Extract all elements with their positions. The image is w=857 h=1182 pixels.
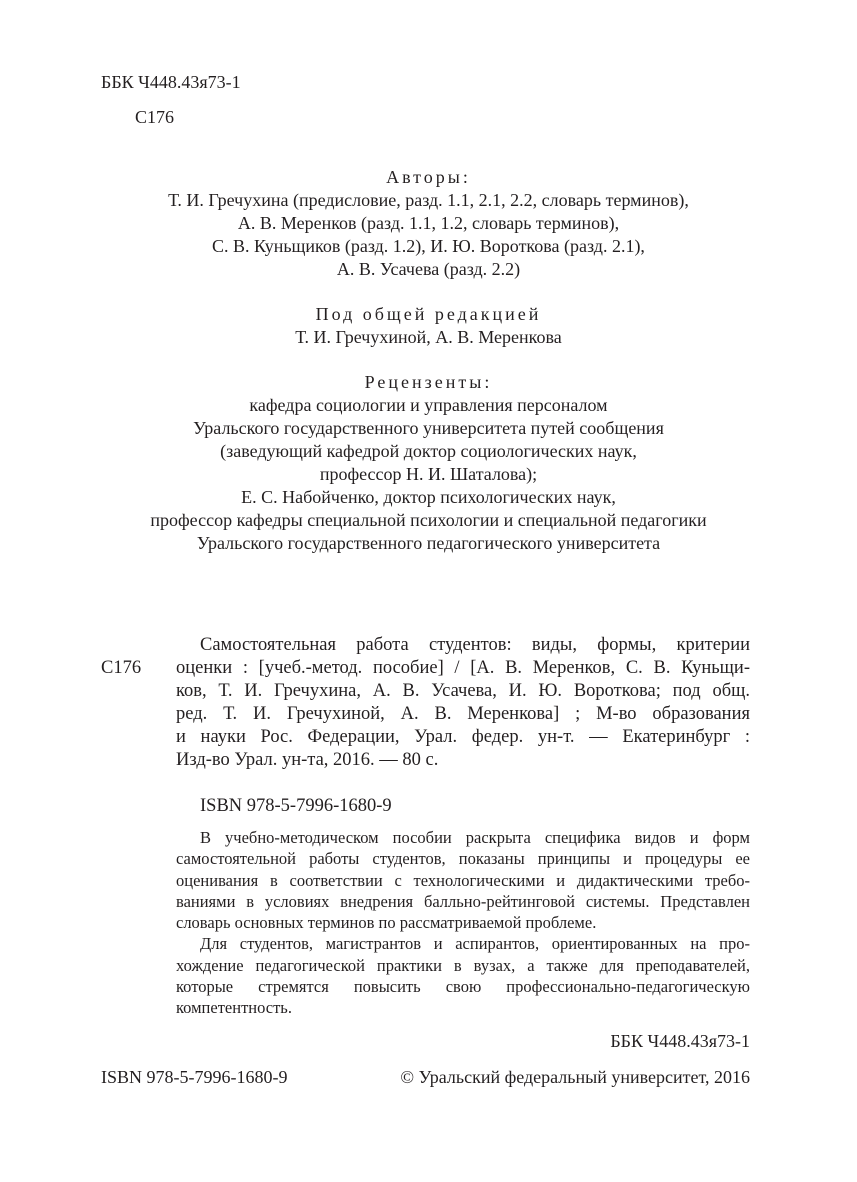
- abstract-line: словарь основных терминов по рассматриваемой проблеме.: [176, 913, 597, 933]
- catalog-line: ков, Т. И. Гречухина, А. В. Усачева, И. Ю. Вороткова; под общ.: [176, 681, 750, 701]
- abstract-line: оценивания в соответствии с технологическими и дидактическими требо-: [176, 870, 750, 890]
- editors-block: [0, 303, 857, 349]
- reviewer-line: (заведующий кафедрой доктор социологических наук,: [220, 441, 637, 461]
- abstract-line: которые стремятся повысить свою профессионально-педагогическую: [176, 977, 750, 997]
- bbk-index: ББК Ч448.43я73-1: [101, 72, 241, 92]
- reviewer-line: Уральского государственного педагогического университета: [196, 533, 661, 553]
- reviewer-line: профессор кафедры специальной психологии и специальной педагогики: [150, 510, 707, 530]
- editors-line: Т. И. Гречухиной, А. В. Меренкова: [295, 327, 562, 347]
- reviewer-line: Уральского государственного университета путей сообщения: [193, 418, 664, 438]
- abstract-line: Для студентов, магистрантов и аспирантов, ориентированных на про-: [200, 934, 750, 954]
- reviewer-line: кафедра социологии и управления персоналом: [249, 395, 608, 415]
- author-mark: С176: [135, 107, 175, 127]
- catalog-isbn: ISBN 978-5-7996-1680-9: [200, 796, 392, 816]
- catalog-code: С176: [101, 658, 142, 678]
- abstract-line: компетентность.: [176, 998, 292, 1018]
- catalog-line: оценки : [учеб.-метод. пособие] / [А. В. Меренков, С. В. Куньщи-: [176, 658, 750, 678]
- catalog-line: Изд-во Урал. ун-та, 2016. — 80 с.: [176, 750, 439, 770]
- footer-isbn: ISBN 978-5-7996-1680-9: [101, 1067, 288, 1087]
- authors-block: [0, 166, 857, 281]
- reviewers-heading: Рецензенты:: [364, 372, 493, 392]
- abstract: [176, 827, 750, 1052]
- author-line: А. В. Усачева (разд. 2.2): [336, 259, 521, 279]
- catalog-entry: [176, 634, 750, 818]
- abstract-bbk: ББК Ч448.43я73-1: [610, 1030, 750, 1051]
- author-line: А. В. Меренков (разд. 1.1, 1.2, словарь терминов),: [237, 213, 620, 233]
- abstract-line: хождение педагогической практики в вузах, а также для преподавателей,: [176, 955, 750, 975]
- author-line: Т. И. Гречухина (предисловие, разд. 1.1, 2.1, 2.2, словарь терминов),: [168, 190, 689, 210]
- abstract-line: ваниями в условиях внедрения балльно-рейтинговой системы. Представлен: [176, 891, 750, 911]
- reviewer-line: профессор Н. И. Шаталова);: [319, 464, 538, 484]
- copyright: © Уральский федеральный университет, 2016: [400, 1067, 750, 1087]
- editors-heading: Под общей редакцией: [315, 304, 542, 324]
- abstract-line: самостоятельной работы студентов, показаны принципы и процедуры ее: [176, 849, 750, 869]
- catalog-line: ред. Т. И. Гречухиной, А. В. Меренкова] ; М-во образования: [176, 704, 750, 724]
- reviewer-line: Е. С. Набойченко, доктор психологических наук,: [241, 487, 616, 507]
- reviewers-block: [0, 371, 857, 555]
- catalog-line: Самостоятельная работа студентов: виды, формы, критерии: [200, 635, 750, 655]
- catalog-line: и науки Рос. Федерации, Урал. федер. ун-т. — Екатеринбург :: [176, 727, 750, 747]
- authors-heading: Авторы:: [386, 167, 471, 187]
- abstract-line: В учебно-методическом пособии раскрыта специфика видов и форм: [200, 828, 750, 847]
- author-line: С. В. Куньщиков (разд. 1.2), И. Ю. Вороткова (разд. 2.1),: [212, 236, 645, 256]
